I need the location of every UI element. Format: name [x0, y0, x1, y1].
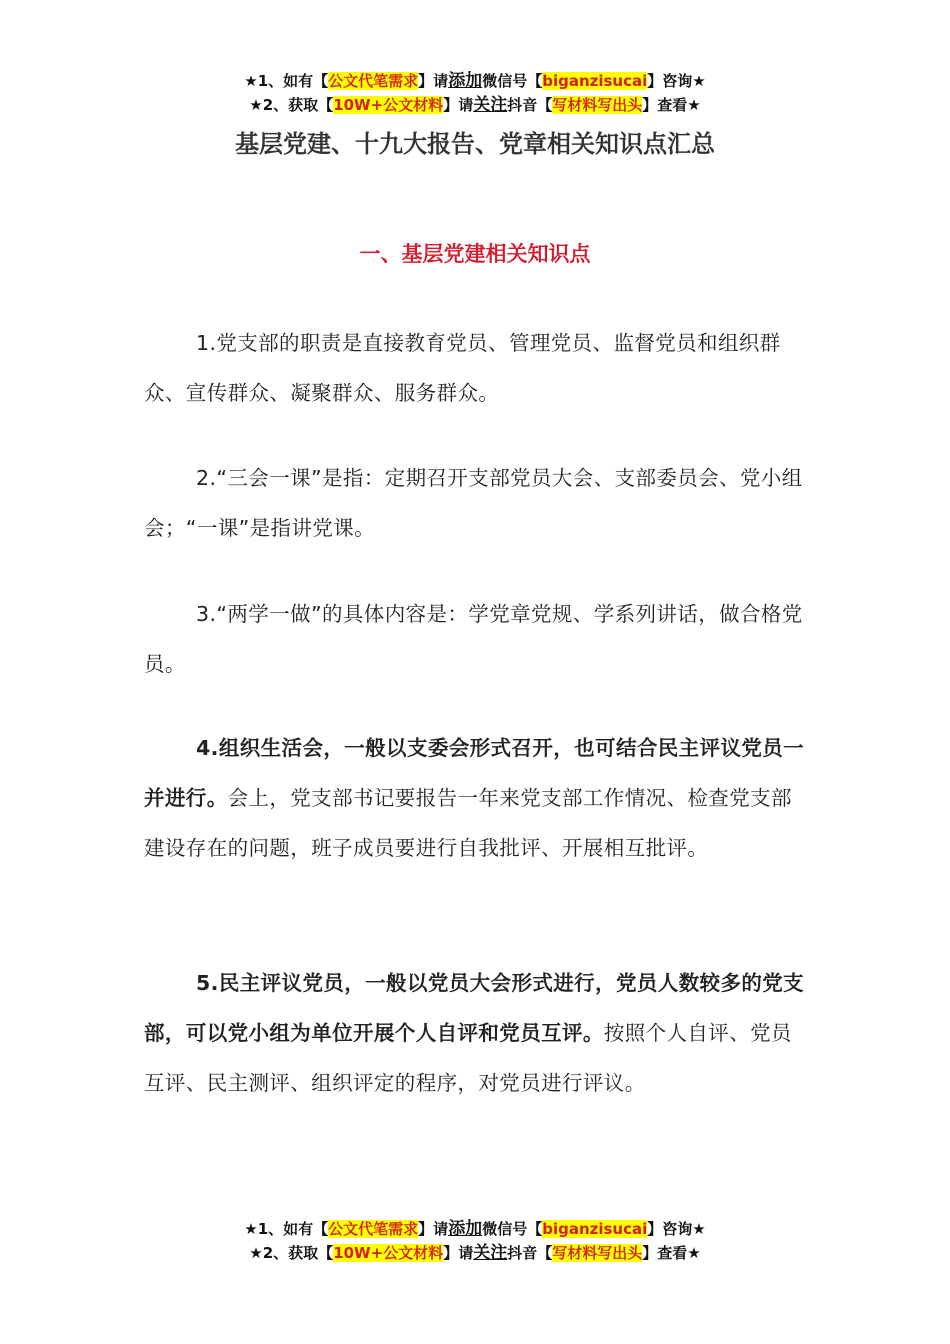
- item-text: 按照个人自评、党员互评、民主测评、组织评定的程序，对党员进行评议。: [144, 1021, 792, 1095]
- item-text: 1.党支部的职责是直接教育党员、管理党员、监督党员和组织群众、宣传群众、凝聚群众、服务群众。: [144, 331, 781, 405]
- promo-text: 】请: [443, 1244, 474, 1262]
- promo-highlight: 10W+公文材料: [333, 96, 444, 114]
- item-text: 3.“两学一做”的具体内容是：学党章党规、学系列讲话，做合格党员。: [144, 602, 803, 676]
- section-heading: 一、基层党建相关知识点: [359, 242, 591, 266]
- knowledge-item-1: [144, 318, 808, 418]
- promo-highlight: 公文代笔需求: [328, 72, 419, 90]
- knowledge-item-5: [144, 958, 808, 1108]
- promo-text: 】请: [418, 1220, 449, 1238]
- promo-text: 微信号【: [482, 1220, 543, 1238]
- promo-line-2: [0, 1241, 950, 1265]
- promo-text: 】咨询★: [647, 1220, 706, 1238]
- promo-text: 抖音【: [507, 1244, 553, 1262]
- promo-text: 】查看★: [642, 96, 701, 114]
- item-bold-lead: 5.民主评议党员，一般以党员大会形式进行，党员人数较多的党支部，可以党小组为单位开展个人自评和党员互评。: [144, 971, 805, 1045]
- item-text: 2.“三会一课”是指：定期召开支部党员大会、支部委员会、党小组会；“一课”是指讲党课。: [144, 466, 803, 540]
- document-title: 基层党建、十九大报告、党章相关知识点汇总: [235, 130, 715, 158]
- promo-emphasis: 关注: [473, 95, 508, 115]
- promo-text: ★2、获取【: [249, 1244, 334, 1262]
- promo-highlight: 10W+公文材料: [333, 1244, 444, 1262]
- promo-line-2: [0, 93, 950, 117]
- promo-text: 】请: [418, 72, 449, 90]
- knowledge-item-4: [144, 723, 808, 873]
- promo-wechat-id: biganzisucai: [542, 72, 648, 90]
- knowledge-item-2: [144, 453, 808, 553]
- promo-emphasis: 关注: [473, 1243, 508, 1263]
- promo-emphasis: 添加: [448, 71, 483, 91]
- promo-highlight: 公文代笔需求: [328, 1220, 419, 1238]
- item-text: 会上，党支部书记要报告一年来党支部工作情况、检查党支部建设存在的问题，班子成员要进行自我批评、开展相互批评。: [144, 786, 792, 860]
- promo-text: ★1、如有【: [244, 1220, 329, 1238]
- promo-text: ★2、获取【: [249, 96, 334, 114]
- promo-text: ★1、如有【: [244, 72, 329, 90]
- promo-douyin-id: 写材料写出头: [552, 96, 643, 114]
- promo-text: 抖音【: [507, 96, 553, 114]
- promo-text: 】咨询★: [647, 72, 706, 90]
- promo-text: 微信号【: [482, 72, 543, 90]
- promo-douyin-id: 写材料写出头: [552, 1244, 643, 1262]
- promo-text: 】查看★: [642, 1244, 701, 1262]
- item-bold-lead: 4.组织生活会，一般以支委会形式召开，也可结合民主评议党员一并进行。: [144, 736, 805, 810]
- promo-emphasis: 添加: [448, 1219, 483, 1239]
- knowledge-item-3: [144, 589, 808, 689]
- promo-footer: [0, 1217, 950, 1265]
- promo-wechat-id: biganzisucai: [542, 1220, 648, 1238]
- promo-line-1: [0, 69, 950, 93]
- promo-line-1: [0, 1217, 950, 1241]
- promo-header: [0, 69, 950, 117]
- promo-text: 】请: [443, 96, 474, 114]
